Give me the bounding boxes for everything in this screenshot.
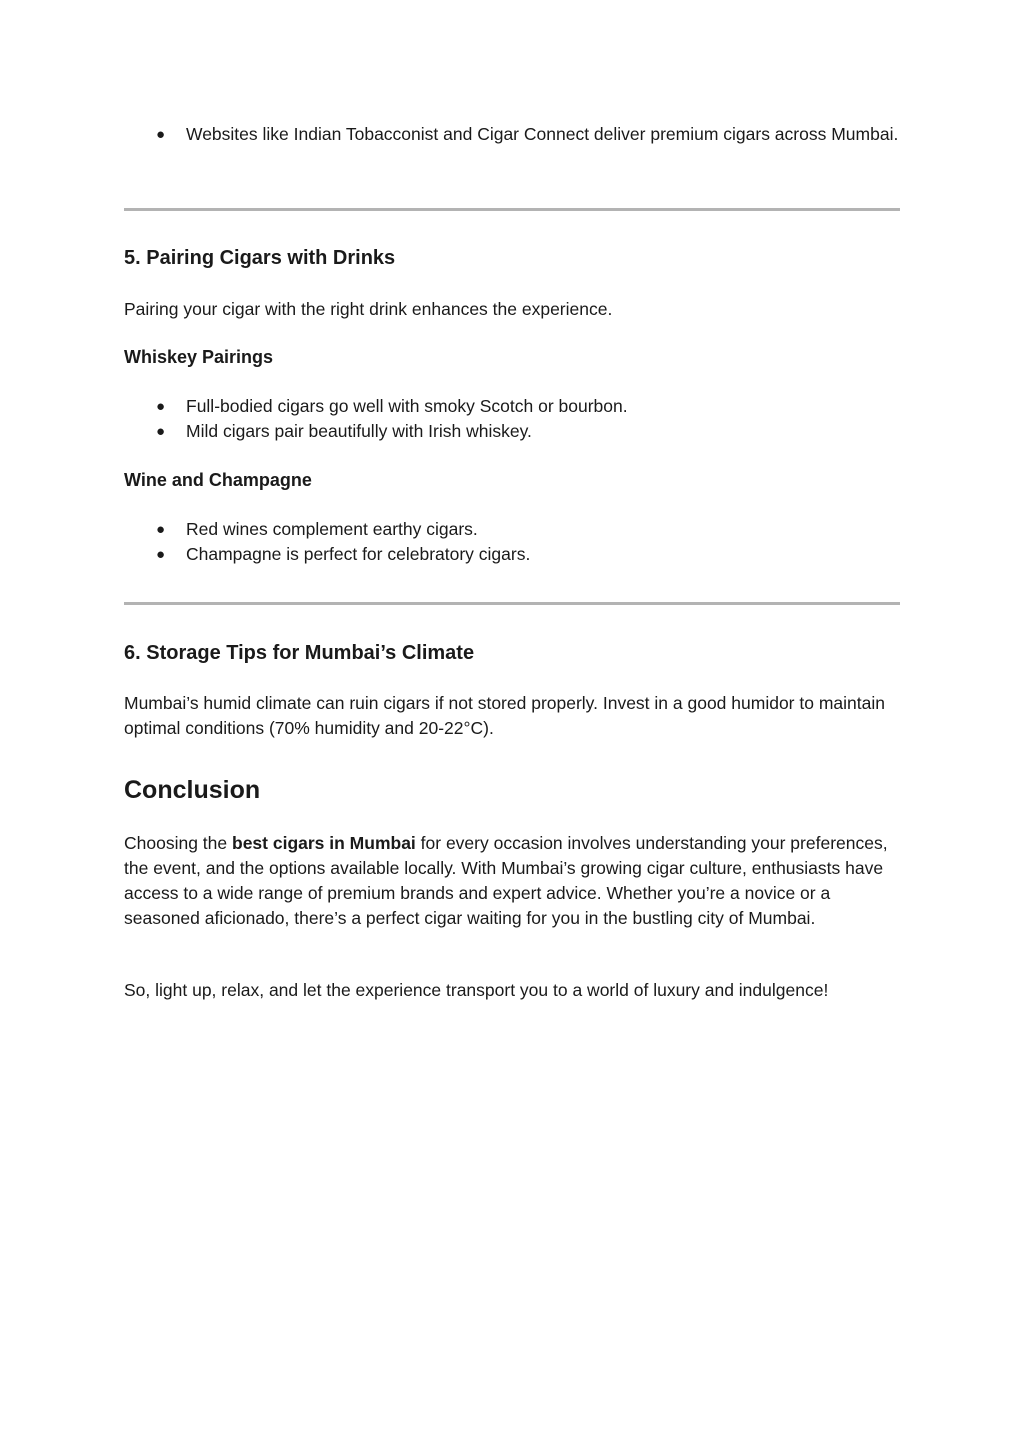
list-item-text: Mild cigars pair beautifully with Irish whiskey. [186,421,532,441]
section-5-heading: 5. Pairing Cigars with Drinks [124,247,396,269]
bullet-dot: ● [156,546,166,563]
list-item [124,419,628,444]
section-divider [124,208,900,211]
bullet-dot: ● [156,126,166,143]
list-item [124,394,628,419]
list-item-text: Full-bodied cigars go well with smoky Scotch or bourbon. [186,396,628,416]
list-item [124,517,530,542]
conclusion-heading: Conclusion [124,776,261,804]
list-item [124,122,898,147]
top-bullet-list [124,122,898,147]
conclusion-p1-lead: Choosing the [124,833,232,853]
section-5-intro: Pairing your cigar with the right drink enhances the experience. [124,299,613,319]
conclusion-paragraph-1 [124,831,900,931]
conclusion-p1-rest: for every occasion involves understanding your preferences, the event, and the options available locally. With Mumbai’s growing cigar culture, enthusiasts have access to a wide range of premium brands and expert advice. Whether you’re a novice or a seasoned aficionado, there’s a perfect cigar waiting for you in the bustling city of Mumbai. [124,833,888,928]
bullet-dot: ● [156,398,166,415]
conclusion-paragraph-2: So, light up, relax, and let the experience transport you to a world of luxury and indulgence! [124,980,829,1000]
conclusion-p1-keyword: best cigars in Mumbai [232,833,416,853]
bullet-dot: ● [156,423,166,440]
list-item-text: Websites like Indian Tobacconist and Cigar Connect deliver premium cigars across Mumbai. [186,124,899,144]
whiskey-pairings-heading: Whiskey Pairings [124,347,274,367]
bullet-dot: ● [156,521,166,538]
list-item-text: Champagne is perfect for celebratory cigars. [186,544,531,564]
section-divider [124,602,900,605]
wine-champagne-heading: Wine and Champagne [124,470,312,490]
wine-champagne-list [124,517,530,567]
section-6-body: Mumbai’s humid climate can ruin cigars if not stored properly. Invest in a good humidor to maintain optimal conditions (70% humidity and 20-22°C). [124,693,885,738]
list-item-text: Red wines complement earthy cigars. [186,519,478,539]
list-item [124,542,530,567]
whiskey-pairings-list [124,394,628,444]
section-6-heading: 6. Storage Tips for Mumbai’s Climate [124,642,475,664]
